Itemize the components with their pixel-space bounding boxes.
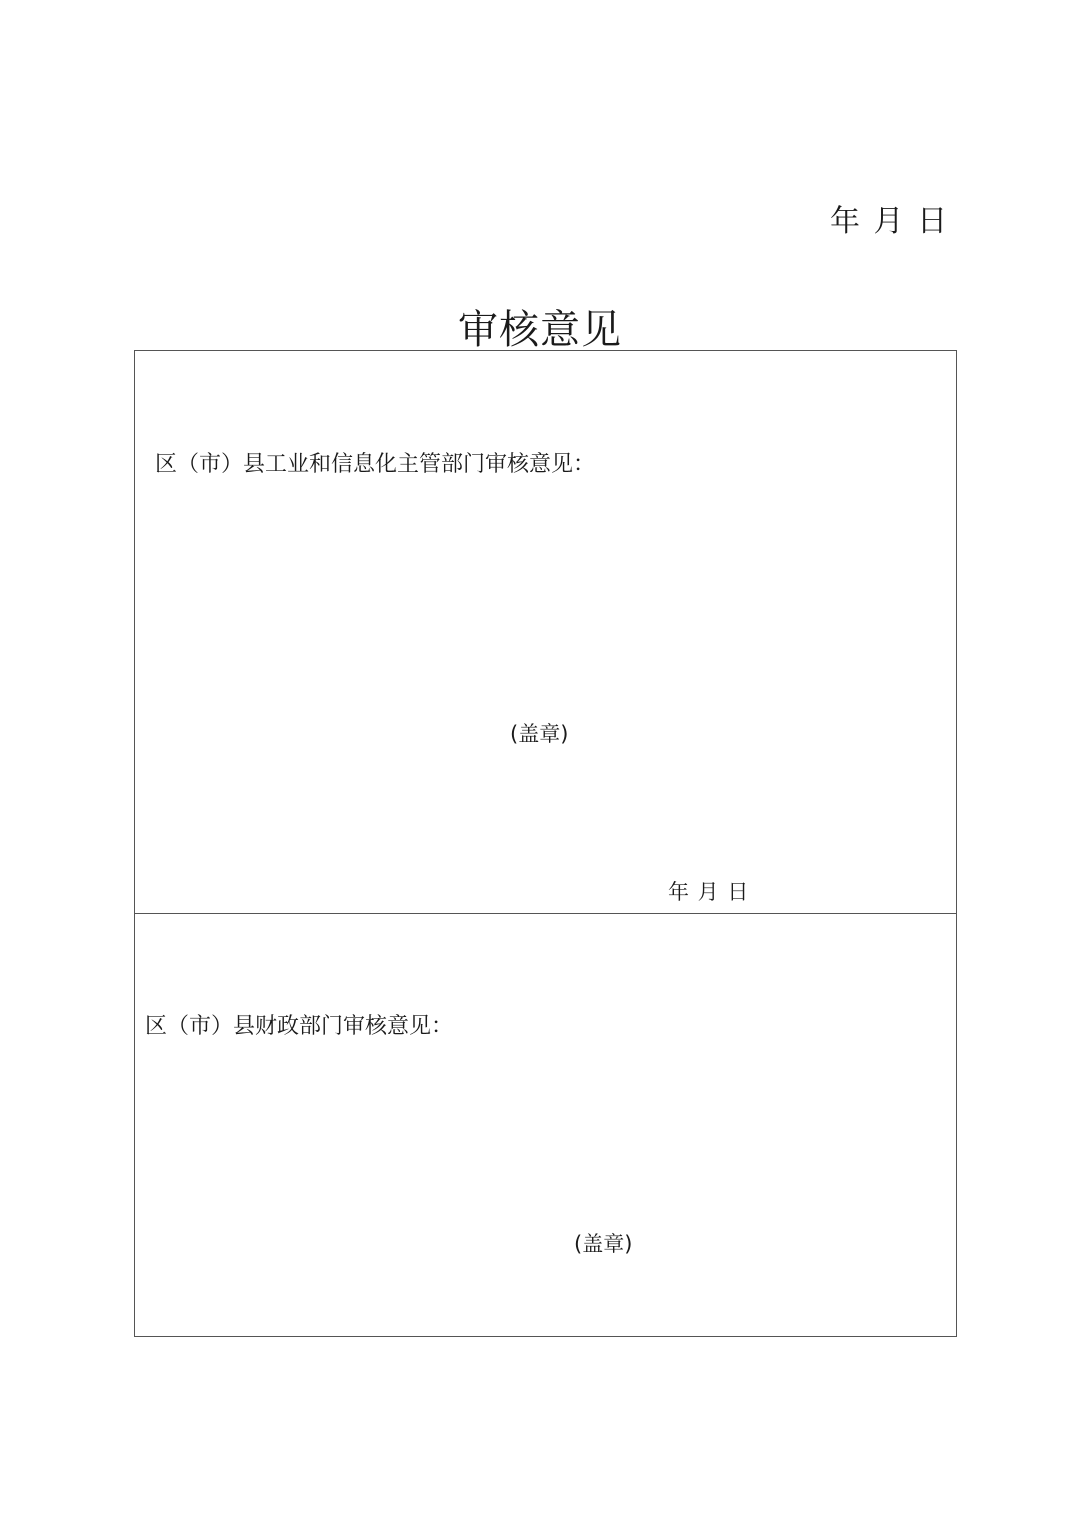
page-title: 审核意见 xyxy=(458,307,622,353)
section-date-industry: 年 月 日 xyxy=(668,880,750,904)
section-label-industry: 区（市）县工业和信息化主管部门审核意见： xyxy=(155,452,596,477)
review-section-finance xyxy=(135,914,956,1336)
seal-placeholder-industry: (盖章) xyxy=(510,722,569,746)
review-section-industry xyxy=(135,351,956,914)
review-table xyxy=(134,350,957,1337)
seal-placeholder-finance: (盖章) xyxy=(574,1232,633,1256)
section-label-finance: 区（市）县财政部门审核意见： xyxy=(145,1014,454,1039)
header-date-line: 年 月 日 xyxy=(830,204,950,239)
